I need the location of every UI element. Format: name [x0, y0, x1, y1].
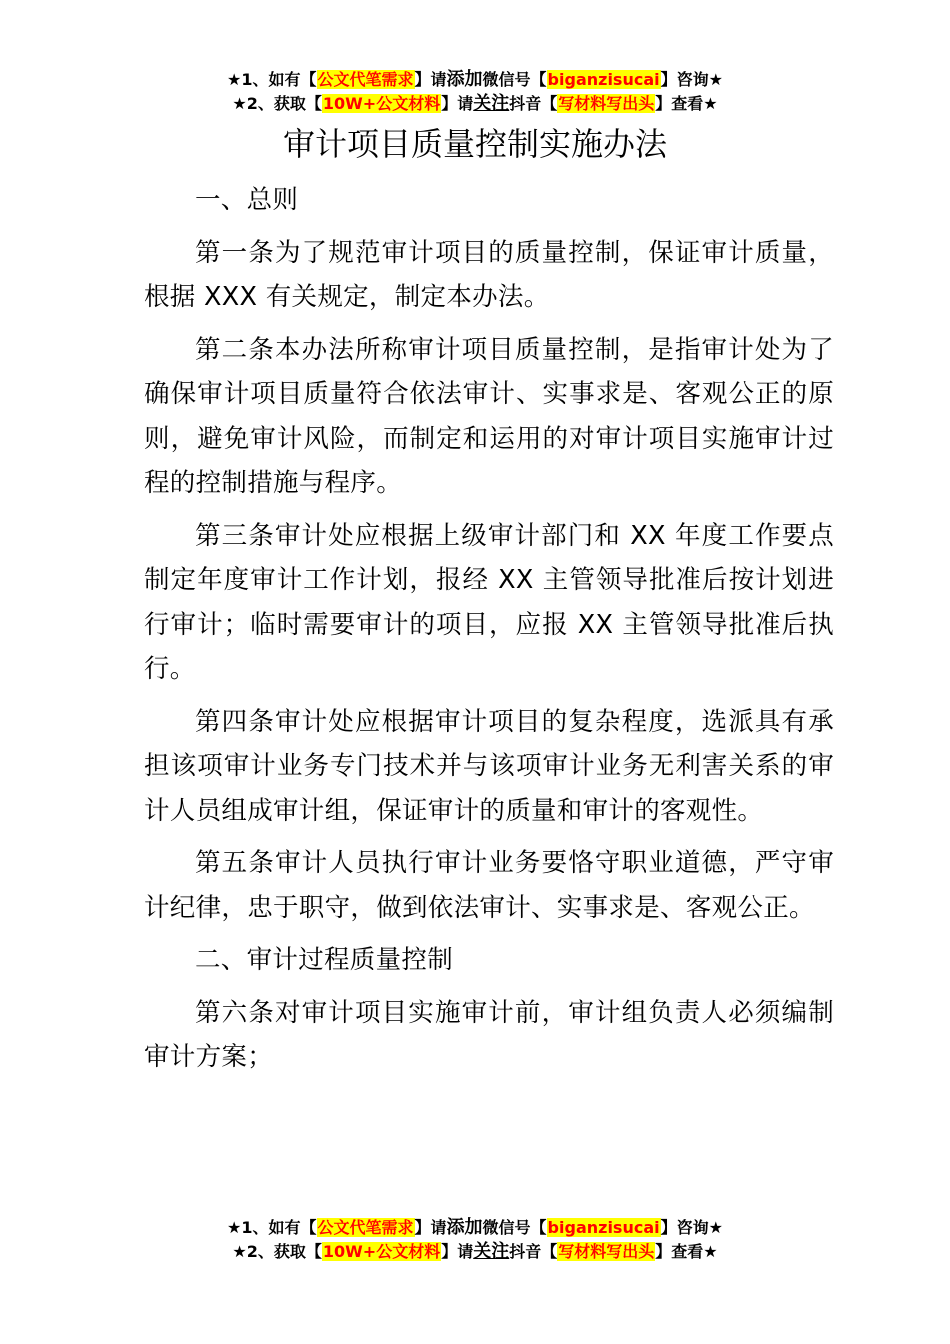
banner-highlight: 写材料写出头 [558, 94, 655, 113]
banner-text: 】请 [441, 94, 474, 113]
banner-line-1 [0, 1216, 950, 1240]
banner-text: 】请 [414, 70, 447, 89]
article-3: 第三条审计处应根据上级审计部门和 XX 年度工作要点制定年度审计工作计划，报经 XX 主管领导批准后按计划进行审计；临时需要审计的项目，应报 XX 主管领导批准后执行。 [144, 520, 834, 684]
banner-text: 】请 [414, 1218, 447, 1237]
banner-text: 1、如有【 [241, 70, 317, 89]
document-title: 审计项目质量控制实施办法 [282, 125, 667, 163]
section-heading-process: 二、审计过程质量控制 [195, 945, 454, 975]
banner-text: 抖音【 [509, 1242, 558, 1261]
star-icon: ★ [708, 70, 723, 89]
banner-highlight: 公文代笔需求 [317, 1218, 414, 1237]
banner-emphasis: 添加 [446, 1217, 483, 1238]
article-1: 第一条为了规范审计项目的质量控制，保证审计质量，根据 XXX 有关规定，制定本办法。 [144, 237, 834, 312]
star-icon: ★ [708, 1218, 723, 1237]
banner-highlight: 写材料写出头 [558, 1242, 655, 1261]
star-icon: ★ [703, 94, 718, 113]
banner-line-2 [0, 92, 950, 116]
banner-text: 】咨询 [660, 1218, 709, 1237]
article-4: 第四条审计处应根据审计项目的复杂程度，选派具有承担该项审计业务专门技术并与该项审计业务无利害关系的审计人员组成审计组，保证审计的质量和审计的客观性。 [144, 706, 834, 826]
banner-highlight: biganzisucai [547, 1218, 660, 1237]
banner-highlight: 公文代笔需求 [317, 70, 414, 89]
banner-text: 】请 [441, 1242, 474, 1261]
banner-highlight: biganzisucai [547, 70, 660, 89]
article-5: 第五条审计人员执行审计业务要恪守职业道德，严守审计纪律，忠于职守，做到依法审计、实事求是、客观公正。 [144, 848, 834, 923]
bottom-banner [0, 1216, 950, 1264]
banner-emphasis: 关注 [473, 1241, 510, 1262]
banner-emphasis: 关注 [473, 93, 510, 114]
banner-text: 2、获取【 [246, 1242, 322, 1261]
banner-text: 1、如有【 [241, 1218, 317, 1237]
banner-text: 2、获取【 [246, 94, 322, 113]
banner-line-2 [0, 1240, 950, 1264]
banner-text: 抖音【 [509, 94, 558, 113]
banner-text: 】查看 [655, 94, 704, 113]
document-body [144, 178, 834, 1088]
banner-text: 】咨询 [660, 70, 709, 89]
banner-highlight: 10W+公文材料 [322, 1242, 441, 1261]
star-icon: ★ [227, 70, 242, 89]
top-banner [0, 68, 950, 116]
banner-highlight: 10W+公文材料 [322, 94, 441, 113]
star-icon: ★ [232, 94, 247, 113]
banner-emphasis: 添加 [446, 69, 483, 90]
banner-text: 微信号【 [482, 70, 547, 89]
banner-text: 】查看 [655, 1242, 704, 1261]
banner-text: 微信号【 [482, 1218, 547, 1237]
section-heading-general: 一、总则 [195, 185, 299, 215]
article-2: 第二条本办法所称审计项目质量控制，是指审计处为了确保审计项目质量符合依法审计、实事求是、客观公正的原则，避免审计风险，而制定和运用的对审计项目实施审计过程的控制措施与程序。 [144, 334, 834, 498]
star-icon: ★ [227, 1218, 242, 1237]
banner-line-1 [0, 68, 950, 92]
star-icon: ★ [703, 1242, 718, 1261]
star-icon: ★ [232, 1242, 247, 1261]
article-6: 第六条对审计项目实施审计前，审计组负责人必须编制审计方案； [144, 997, 834, 1072]
